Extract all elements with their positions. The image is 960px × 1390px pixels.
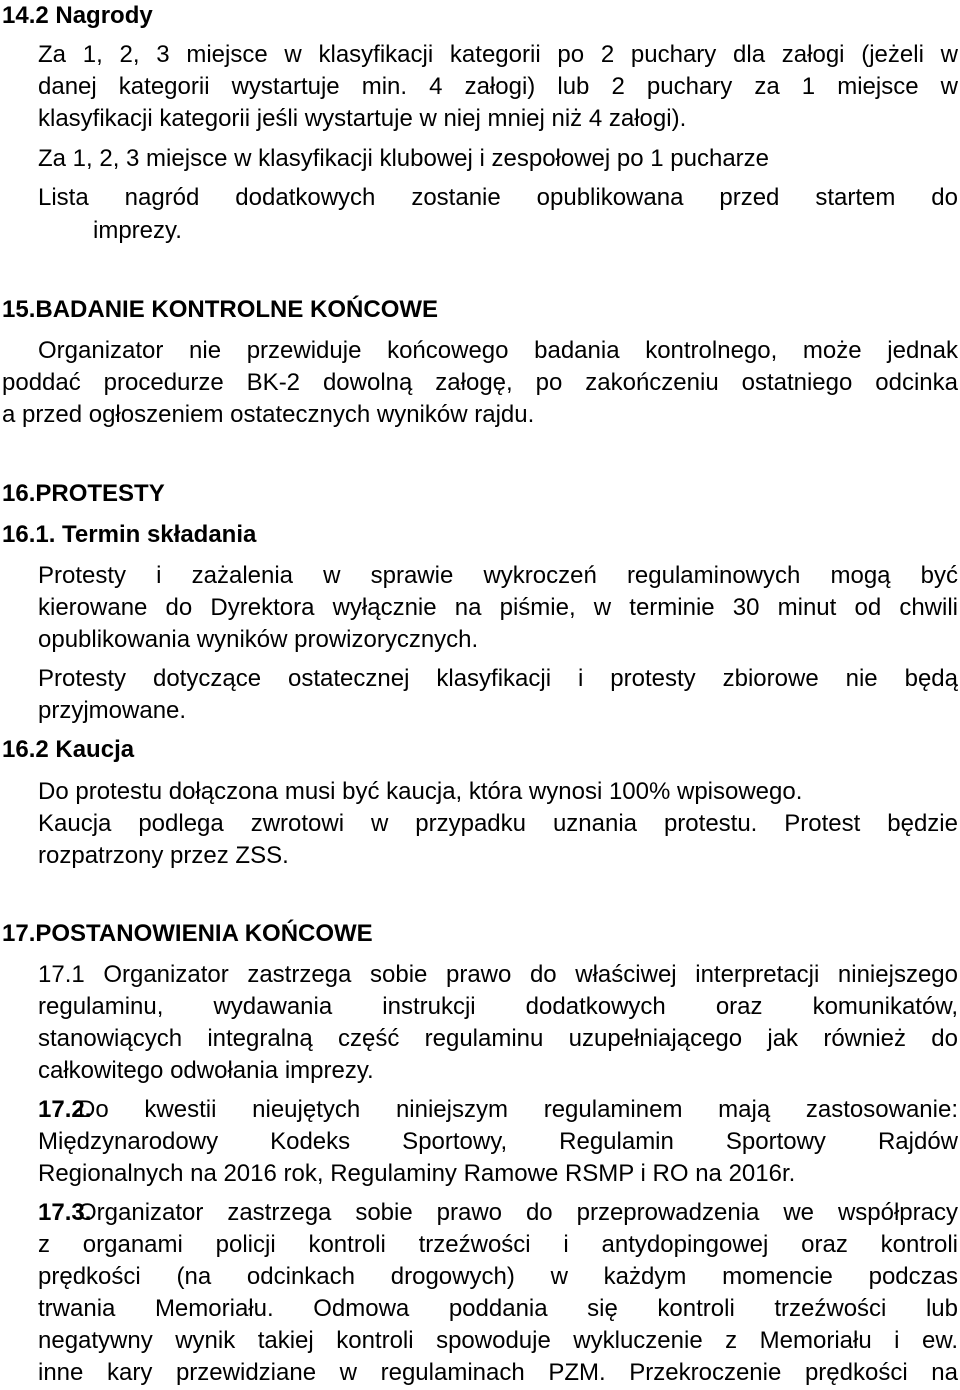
- paragraph-line: Za 1, 2, 3 miejsce w klasyfikacji klubowej i zespołowej po 1 pucharze: [38, 145, 770, 172]
- item-number-17-2: 17.2.: [38, 1096, 92, 1123]
- section-heading-16: 16.PROTESTY: [2, 480, 165, 507]
- paragraph-line: negatywny wynik takiej kontroli spowoduje wykluczenie z Memoriału i ew.: [38, 1327, 958, 1354]
- paragraph-line: Lista nagród dodatkowych zostanie opublikowana przed startem do: [38, 184, 958, 211]
- paragraph-line: a przed ogłoszeniem ostatecznych wyników rajdu.: [2, 401, 535, 428]
- paragraph-line: przyjmowane.: [38, 697, 187, 724]
- paragraph-line: regulaminu, wydawania instrukcji dodatkowych oraz komunikatów,: [38, 993, 958, 1020]
- paragraph-line: kierowane do Dyrektora wyłącznie na piśmie, w terminie 30 minut od chwili: [38, 594, 958, 621]
- subsection-heading-16-1: 16.1. Termin składania: [2, 521, 257, 548]
- paragraph-line: trwania Memoriału. Odmowa poddania się kontroli trzeźwości lub: [38, 1295, 958, 1322]
- paragraph-line: rozpatrzony przez ZSS.: [38, 842, 289, 869]
- paragraph-line: opublikowania wyników prowizorycznych.: [38, 626, 479, 653]
- paragraph-line: Do kwestii nieujętych niniejszym regulaminem mają zastosowanie:: [78, 1096, 958, 1123]
- paragraph-line: prędkości (na odcinkach drogowych) w każdym momencie podczas: [38, 1263, 958, 1290]
- paragraph-line: poddać procedurze BK-2 dowolną załogę, po zakończeniu ostatniego odcinka: [2, 369, 958, 396]
- paragraph-line: imprezy.: [93, 217, 182, 244]
- paragraph-line: 17.1 Organizator zastrzega sobie prawo do właściwej interpretacji niniejszego: [38, 961, 958, 988]
- subsection-heading-16-2: 16.2 Kaucja: [2, 736, 135, 763]
- paragraph-line: Kaucja podlega zwrotowi w przypadku uznania protestu. Protest będzie: [38, 810, 958, 837]
- paragraph-line: danej kategorii wystartuje min. 4 załogi) lub 2 puchary za 1 miejsce w: [38, 73, 958, 100]
- paragraph-line: inne kary przewidziane w regulaminach PZM. Przekroczenie prędkości na: [38, 1359, 958, 1386]
- section-heading-17: 17.POSTANOWIENIA KOŃCOWE: [2, 920, 373, 947]
- paragraph-line: z organami policji kontroli trzeźwości i antydopingowej oraz kontroli: [38, 1231, 958, 1258]
- paragraph-line: klasyfikacji kategorii jeśli wystartuje w niej mniej niż 4 załogi).: [38, 105, 687, 132]
- item-number-17-3: 17.3.: [38, 1199, 92, 1226]
- paragraph-line: Organizator nie przewiduje końcowego badania kontrolnego, może jednak: [38, 337, 958, 364]
- paragraph-line: Organizator zastrzega sobie prawo do przeprowadzenia we współpracy: [78, 1199, 958, 1226]
- paragraph-line: Regionalnych na 2016 rok, Regulaminy Ramowe RSMP i RO na 2016r.: [38, 1160, 796, 1187]
- section-heading-15: 15.BADANIE KONTROLNE KOŃCOWE: [2, 296, 439, 323]
- paragraph-line: stanowiących integralną część regulaminu uzupełniającego jak również do: [38, 1025, 958, 1052]
- paragraph-line: całkowitego odwołania imprezy.: [38, 1057, 374, 1084]
- paragraph-line: Protesty dotyczące ostatecznej klasyfikacji i protesty zbiorowe nie będą: [38, 665, 958, 692]
- section-heading-14-2: 14.2 Nagrody: [2, 2, 153, 29]
- paragraph-line: Do protestu dołączona musi być kaucja, która wynosi 100% wpisowego.: [38, 778, 803, 805]
- paragraph-line: Protesty i zażalenia w sprawie wykroczeń regulaminowych mogą być: [38, 562, 958, 589]
- paragraph-line: Międzynarodowy Kodeks Sportowy, Regulamin Sportowy Rajdów: [38, 1128, 958, 1155]
- paragraph-line: Za 1, 2, 3 miejsce w klasyfikacji kategorii po 2 puchary dla załogi (jeżeli w: [38, 41, 958, 68]
